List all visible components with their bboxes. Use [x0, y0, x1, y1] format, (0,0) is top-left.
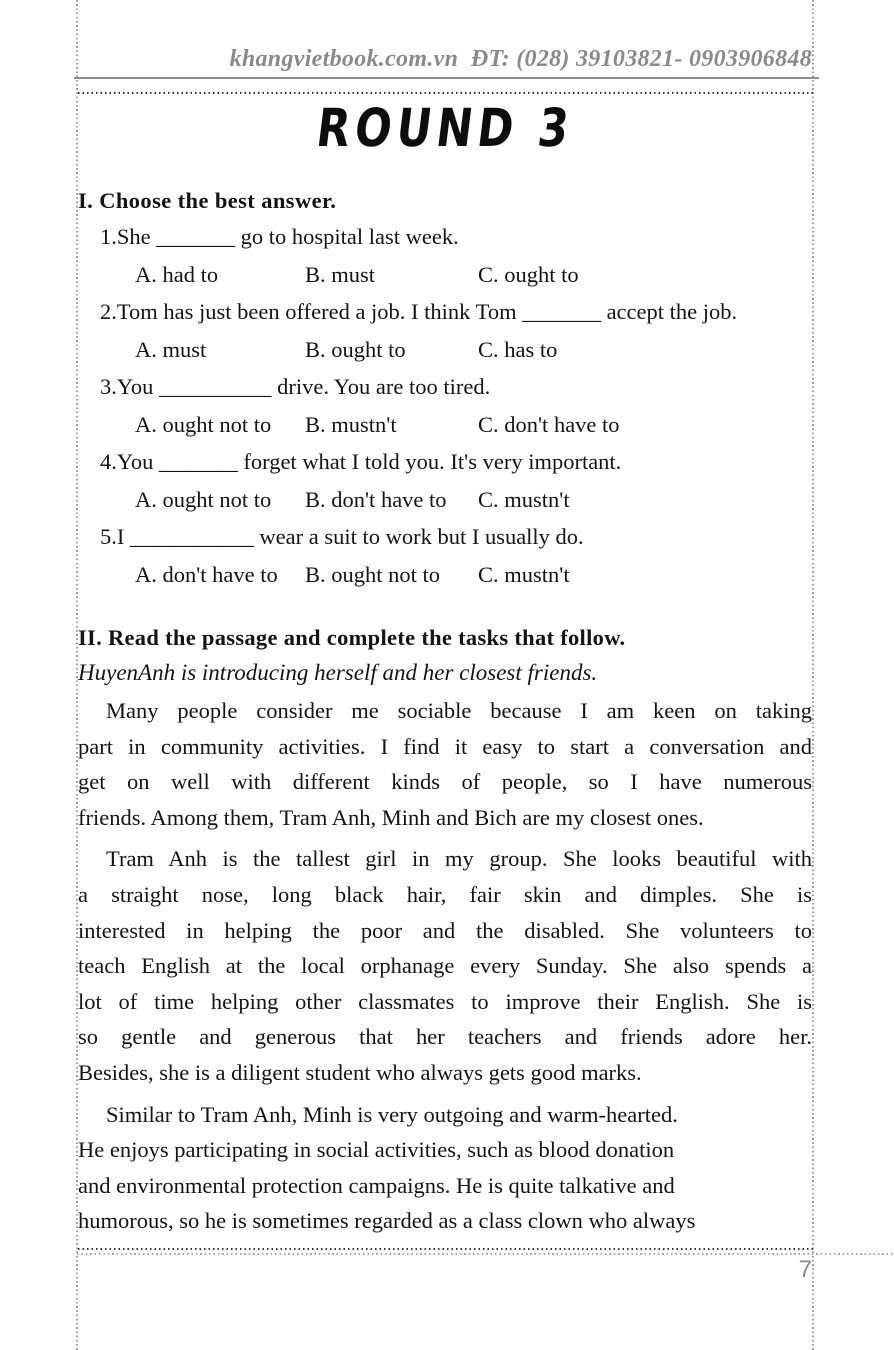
passage-paragraph-3 [78, 1097, 812, 1239]
question-4: 4.You _______ forget what I told you. It's very important. [100, 449, 622, 474]
option-b: B. ought not to [305, 561, 441, 587]
option-c: C. don't have to [478, 411, 620, 437]
passage-line: Similar to Tram Anh, Minh is very outgoing and warm-hearted. [106, 1101, 678, 1127]
option-b: B. must [305, 261, 376, 287]
passage-line: part in community activities. I find it easy to start a conversation and [78, 733, 812, 759]
content-box-bottom-border [78, 1248, 813, 1250]
option-b: B. don't have to [305, 486, 447, 512]
question-3: 3.You __________ drive. You are too tired. [100, 374, 491, 399]
passage-line: humorous, so he is sometimes regarded as a class clown who always [78, 1208, 696, 1234]
passage-paragraph-1 [78, 693, 812, 835]
question-2: 2.Tom has just been offered a job. I think Tom _______ accept the job. [100, 299, 738, 324]
passage-lead: HuyenAnh is introducing herself and her closest friends. [78, 660, 598, 685]
section2-heading: II. Read the passage and complete the tasks that follow. [78, 625, 626, 650]
question-5: 5.I ___________ wear a suit to work but I usually do. [100, 524, 584, 549]
passage-line: a straight nose, long black hair, fair skin and dimples. She is [78, 881, 812, 907]
passage-paragraph-2 [78, 841, 812, 1090]
option-c: C. mustn't [478, 561, 570, 587]
question-list [78, 218, 812, 593]
page-number: 7 [798, 1256, 812, 1283]
question-2-options [78, 331, 812, 369]
passage-line: Many people consider me sociable because I am keen on taking [106, 698, 812, 723]
running-header: khangvietbook.com.vn ĐT: (028) 39103821- 0903906848 [229, 46, 812, 72]
passage-line: He enjoys participating in social activities, such as blood donation [78, 1137, 675, 1163]
header-rule [74, 77, 819, 79]
passage-line: so gentle and generous that her teachers and friends adore her. [78, 1024, 812, 1050]
passage-line: interested in helping the poor and the disabled. She volunteers to [78, 917, 812, 943]
option-a: A. ought not to [135, 411, 272, 437]
page-title [78, 98, 812, 168]
option-c: C. has to [478, 336, 558, 362]
option-a: A. must [135, 336, 207, 362]
option-c: C. mustn't [478, 486, 570, 512]
passage-line: Tram Anh is the tallest girl in my group. She looks beautiful with [106, 846, 812, 872]
section1-heading: I. Choose the best answer. [78, 188, 337, 213]
passage-line: get on well with different kinds of people, so I have numerous [78, 769, 812, 795]
option-c: C. ought to [478, 261, 579, 287]
option-b: B. mustn't [305, 411, 397, 437]
passage-line: Besides, she is a diligent student who always gets good marks. [78, 1059, 642, 1085]
footer-rule [77, 1253, 894, 1255]
question-1: 1.She _______ go to hospital last week. [100, 224, 459, 249]
passage-line: and environmental protection campaigns. He is quite talkative and [78, 1172, 675, 1198]
option-b: B. ought to [305, 336, 406, 362]
option-a: A. ought not to [135, 486, 272, 512]
passage-line: lot of time helping other classmates to improve their English. She is [78, 988, 812, 1014]
page-title-text: ROUND 3 [313, 98, 577, 160]
question-4-options [78, 481, 812, 519]
content-area [78, 92, 812, 1239]
option-a: A. don't have to [135, 561, 278, 587]
right-margin-rule [812, 0, 814, 1350]
option-a: A. had to [135, 261, 219, 287]
question-1-options [78, 256, 812, 294]
passage-line: friends. Among them, Tram Anh, Minh and Bich are my closest ones. [78, 804, 704, 830]
question-3-options [78, 406, 812, 444]
question-5-options [78, 556, 812, 594]
passage-line: teach English at the local orphanage every Sunday. She also spends a [78, 953, 812, 979]
